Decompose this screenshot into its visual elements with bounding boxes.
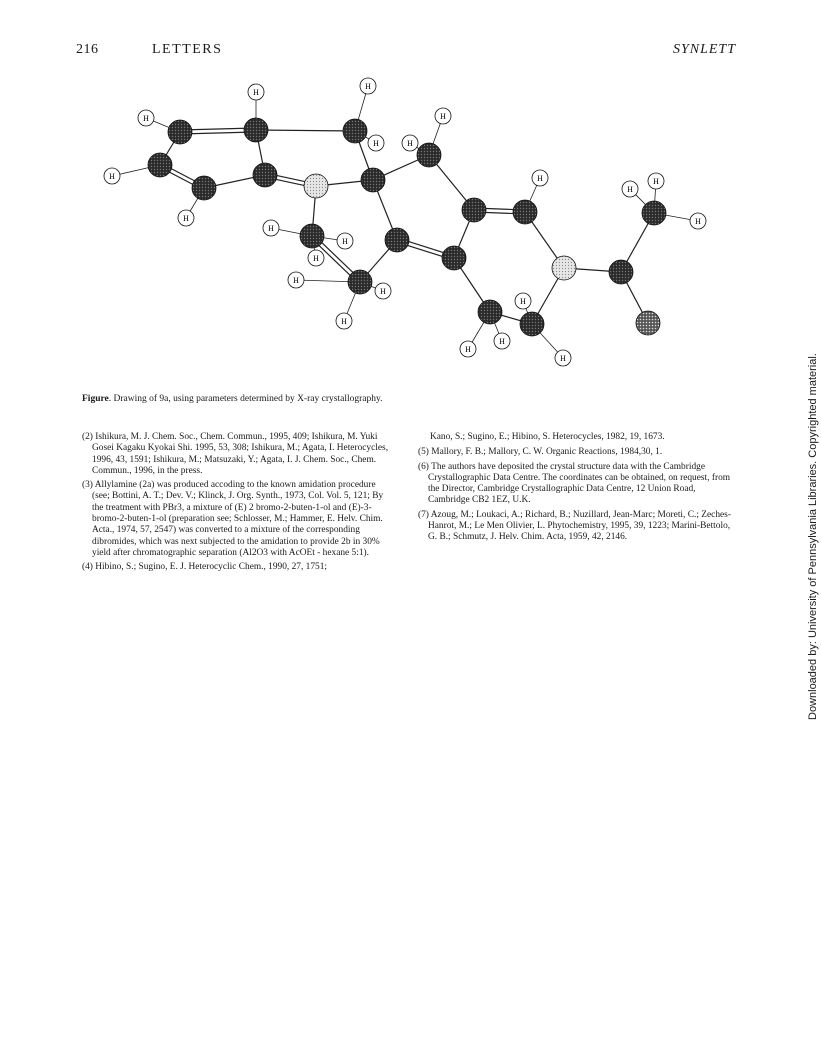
carbon-atom bbox=[253, 163, 277, 187]
carbon-atom bbox=[348, 270, 372, 294]
nitrogen-atom bbox=[552, 256, 576, 280]
hydrogen-label: H bbox=[293, 276, 299, 285]
carbon-atom bbox=[343, 119, 367, 143]
hydrogen-label: H bbox=[520, 297, 526, 306]
reference-4: (4) Hibino, S.; Sugino, E. J. Heterocyclic Chem., 1990, 27, 1751; bbox=[82, 562, 328, 573]
hydrogen-label: H bbox=[653, 177, 659, 186]
hydrogen-label: H bbox=[440, 112, 446, 121]
carbon-atom bbox=[385, 228, 409, 252]
carbon-atom bbox=[478, 300, 502, 324]
carbon-atom bbox=[442, 246, 466, 270]
reference-5: (5) Mallory, F. B.; Mallory, C. W. Organic Reactions, 1984,30, 1. bbox=[418, 447, 663, 458]
bond-line bbox=[256, 130, 355, 131]
carbon-atom bbox=[361, 168, 385, 192]
hydrogen-label: H bbox=[341, 317, 347, 326]
reference-4-continued: Kano, S.; Sugino, E.; Hibino, S. Heterocycles, 1982, 19, 1673. bbox=[430, 432, 665, 442]
hydrogen-label: H bbox=[253, 88, 259, 97]
hydrogen-label: H bbox=[109, 172, 115, 181]
carbon-atom bbox=[168, 120, 192, 144]
section-title: LETTERS bbox=[152, 42, 223, 57]
download-notice-text: Downloaded by: University of Pennsylvania Libraries. Copyrighted material. bbox=[807, 353, 819, 720]
hydrogen-label: H bbox=[313, 254, 319, 263]
carbon-atom bbox=[520, 312, 544, 336]
caption-label: Figure bbox=[82, 394, 109, 404]
reference-3: (3) Allylamine (2a) was produced accoding to the known amidation procedure (see; Bottini, A. T.; Dev. V.; Klinck, J. Org. Synth., 1973, Col. Vol. 5, 121; By the treatment with PBr3, a mixture of (E) 2 bromo-2-buten-1-ol and (E)-3-bromo-2-buten-1-ol (preparation see; Schlosser, M.; Hammer, E. Helv. Chim. Acta., 1974, 57, 2547) was converted to a mixture of the corresponding dibromides, which was next subjected to the amidation to provide 2b in 30% yield after chromatographic separation (Al2O3 with AcOEt - hexane 5:1). bbox=[82, 480, 384, 558]
carbon-atom bbox=[148, 153, 172, 177]
oxygen-atom bbox=[636, 311, 660, 335]
journal-name: SYNLETT bbox=[672, 42, 736, 57]
hydrogen-label: H bbox=[342, 237, 348, 246]
hydrogen-label: H bbox=[143, 114, 149, 123]
figure-caption bbox=[82, 394, 383, 404]
hydrogen-label: H bbox=[365, 82, 371, 91]
hydrogen-label: H bbox=[560, 354, 566, 363]
carbon-atom bbox=[513, 200, 537, 224]
carbon-atom bbox=[609, 260, 633, 284]
crystal-structure-drawing bbox=[100, 70, 720, 380]
hydrogen-label: H bbox=[373, 139, 379, 148]
hydrogen-label: H bbox=[183, 214, 189, 223]
nitrogen-atom bbox=[304, 174, 328, 198]
references-right-column bbox=[418, 432, 738, 547]
carbon-atom bbox=[192, 176, 216, 200]
hydrogen-label: H bbox=[465, 345, 471, 354]
hydrogen-label: H bbox=[537, 174, 543, 183]
download-notice bbox=[807, 350, 821, 730]
hydrogen-label: H bbox=[407, 139, 413, 148]
carbon-atom bbox=[244, 118, 268, 142]
reference-7: (7) Azoug, M.; Loukaci, A.; Richard, B.; Nuzillard, Jean-Marc; Moreti, C.; Zeches-Hanrot, M.; Le Men Olivier, L. Phytochemistry, 1995, 39, 1223; Marini-Bettolo, G. B.; Schmutz, J. Helv. Chim. Acta, 1959, 42, 2146. bbox=[418, 509, 731, 543]
carbon-atom bbox=[642, 201, 666, 225]
carbon-atom bbox=[300, 224, 324, 248]
hydrogen-label: H bbox=[380, 287, 386, 296]
hydrogen-label: H bbox=[627, 185, 633, 194]
references-left-column bbox=[82, 432, 392, 577]
caption-text: . Drawing of 9a, using parameters determined by X-ray crystallography. bbox=[108, 394, 383, 404]
carbon-atom bbox=[462, 198, 486, 222]
hydrogen-label: H bbox=[499, 337, 505, 346]
hydrogen-label: H bbox=[268, 224, 274, 233]
carbon-atom bbox=[417, 143, 441, 167]
hydrogen-label: H bbox=[695, 217, 701, 226]
reference-6: (6) The authors have deposited the crystal structure data with the Cambridge Crystallographic Data Centre. The coordinates can be obtained, on request, from the Director, Cambridge Crystallographic Data Centre, 12 Union Road, Cambridge CB2 1EZ, U.K. bbox=[418, 461, 731, 506]
page-number: 216 bbox=[76, 42, 99, 57]
reference-2: (2) Ishikura, M. J. Chem. Soc., Chem. Commun., 1995, 409; Ishikura, M. Yuki Gosei Kagaku Kyokai Shi. 1995, 53, 308; Ishikura, M.; Agata, I. Heterocycles, 1996, 43, 1591; Ishikura, M.; Matsuzaki, Y.; Agata, I. J. Chem. Soc., Chem. Commun., 1996, in the press. bbox=[82, 432, 389, 476]
